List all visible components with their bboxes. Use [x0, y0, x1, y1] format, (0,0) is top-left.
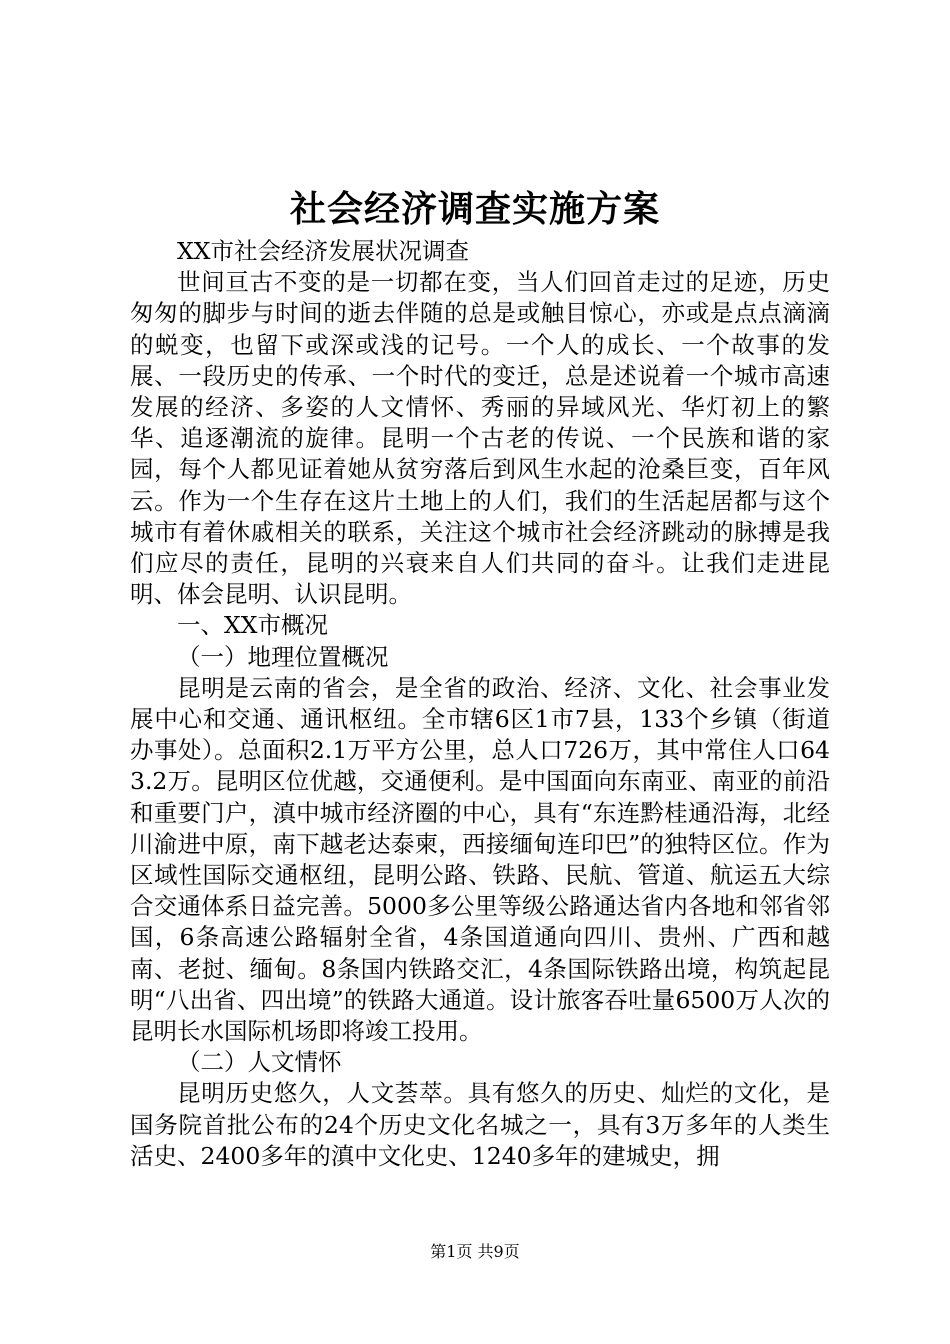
intro-paragraph: 世间亘古不变的是一切都在变，当人们回首走过的足迹，历史匆匆的脚步与时间的逝去伴随的总是或触目惊心，亦或是点点滴滴的蜕变，也留下或深或浅的记号。一个人的成长、一个故事的发展、一段历史的传承、一个时代的变迁，总是述说着一个城市高速发展的经济、多姿的人文情怀、秀丽的异域风光、华灯初上的繁华、追逐潮流的旋律。昆明一个古老的传说、一个民族和谐的家园，每个人都见证着她从贫穷落后到风生水起的沧桑巨变，百年风云。作为一个生存在这片土地上的人们，我们的生活起居都与这个城市有着休戚相关的联系，关注这个城市社会经济跳动的脉搏是我们应尽的责任，昆明的兴衰来自人们共同的奋斗。让我们走进昆明、体会昆明、认识昆明。 [130, 268, 830, 609]
document-body [130, 236, 830, 1172]
section-heading: 一、XX市概况 [177, 611, 328, 640]
subsection-heading: （一）地理位置概况 [177, 642, 389, 671]
page-number-footer: 第1页 共9页 [430, 1242, 520, 1261]
subtitle-paragraph: XX市社会经济发展状况调查 [177, 237, 469, 265]
subsection-heading: （二）人文情怀 [177, 1048, 342, 1077]
geography-paragraph: 昆明是云南的省会，是全省的政治、经济、文化、社会事业发展中心和交通、通讯枢纽。全市辖6区1市7县，133个乡镇（街道办事处）。总面积2.1万平方公里，总人口726万，其中常住人口643.2万。昆明区位优越，交通便利。是中国面向东南亚、南亚的前沿和重要门户，滇中城市经济圈的中心，具有“东连黔桂通沿海，北经川渝进中原，南下越老达泰柬，西接缅甸连印巴”的独特区位。作为区域性国际交通枢纽，昆明公路、铁路、民航、管道、航运五大综合交通体系日益完善。5000多公里等级公路通达省内各地和邻省邻国，6条高速公路辐射全省，4条国道通向四川、贵州、广西和越南、老挝、缅甸。8条国内铁路交汇，4条国际铁路出境，构筑起昆明“八出省、四出境”的铁路大通道。设计旅客吞吐量6500万人次的昆明长水国际机场即将竣工投用。 [130, 673, 830, 1046]
culture-paragraph: 昆明历史悠久，人文荟萃。具有悠久的历史、灿烂的文化，是国务院首批公布的24个历史文化名城之一，具有3万多年的人类生活史、2400多年的滇中文化史、1240多年的建城史，拥 [130, 1079, 830, 1170]
document-title: 社会经济调查实施方案 [289, 188, 660, 230]
